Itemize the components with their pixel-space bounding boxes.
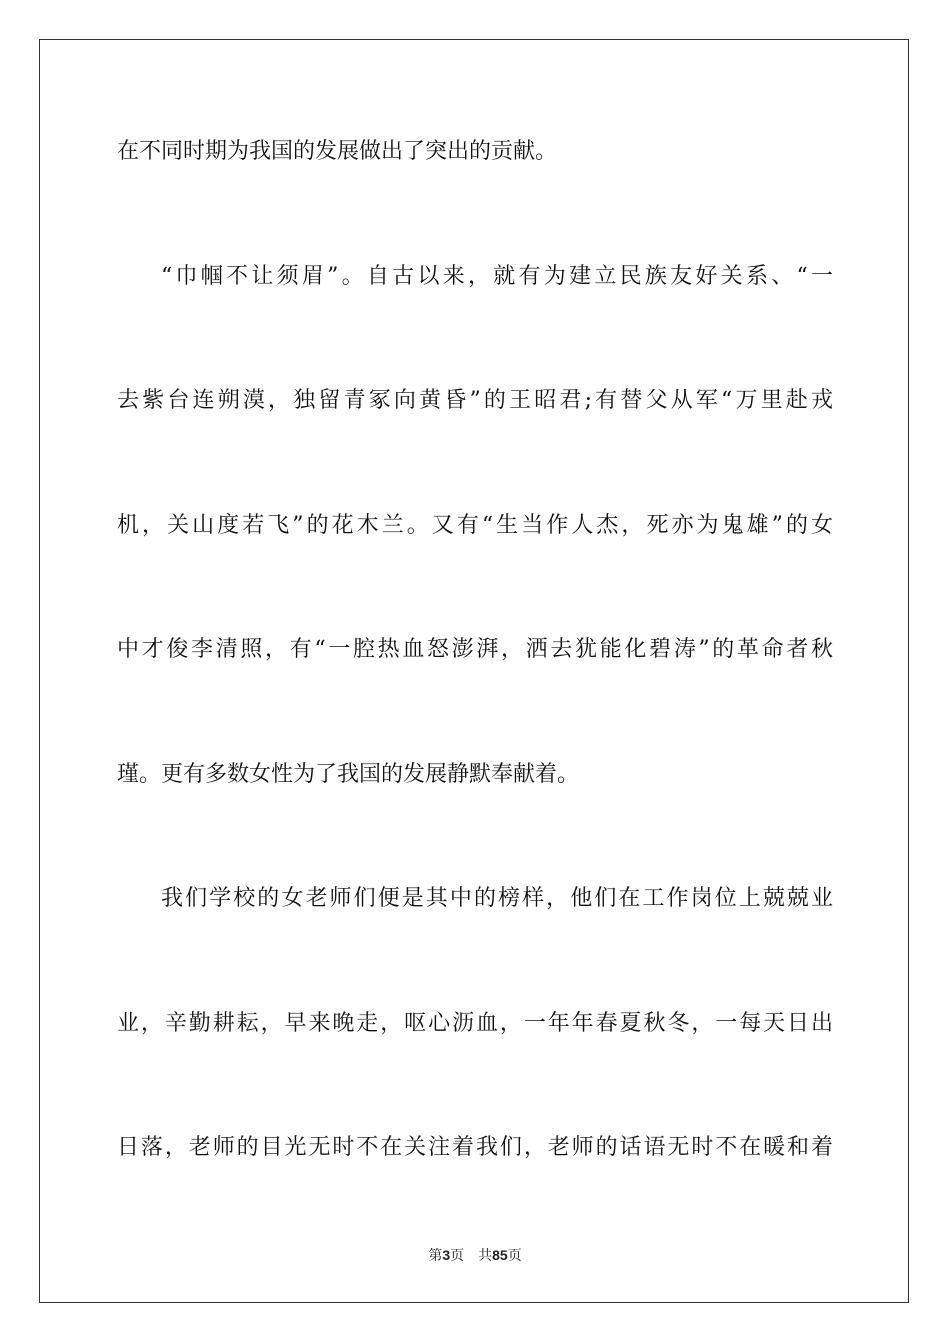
text-line-3: 去紫台连朔漠，独留青冢向黄昏”的王昭君;有替父从军“万里赴戎 bbox=[117, 388, 833, 413]
page-prefix: 第 bbox=[428, 1248, 443, 1264]
total-pages: 85 bbox=[492, 1247, 508, 1263]
text-line-8: 业，辛勤耕耘，早来晚走，呕心沥血，一年年春夏秋冬，一每天日出 bbox=[117, 1011, 833, 1036]
page-number: 3 bbox=[442, 1247, 451, 1263]
text-line-2: “巾帼不让须眉”。自古以来，就有为建立民族友好关系、“一 bbox=[161, 264, 833, 289]
text-line-6: 瑾。更有多数女性为了我国的发展静默奉献着。 bbox=[117, 762, 580, 787]
total-prefix: 共 bbox=[478, 1248, 493, 1264]
page-footer bbox=[0, 1246, 950, 1265]
text-line-4: 机，关山度若飞”的花木兰。又有“生当作人杰，死亦为鬼雄”的女 bbox=[117, 513, 833, 538]
text-line-1: 在不同时期为我国的发展做出了突出的贡献。 bbox=[117, 139, 558, 164]
text-line-5: 中才俊李清照，有“一腔热血怒澎湃，洒去犹能化碧涛”的革命者秋 bbox=[117, 637, 833, 662]
total-suffix: 页 bbox=[507, 1248, 522, 1264]
text-line-7: 我们学校的女老师们便是其中的榜样，他们在工作岗位上兢兢业 bbox=[161, 886, 833, 911]
page-border bbox=[39, 39, 909, 1303]
text-line-9: 日落，老师的目光无时不在关注着我们，老师的话语无时不在暖和着 bbox=[117, 1135, 833, 1160]
page-suffix: 页 bbox=[450, 1248, 465, 1264]
